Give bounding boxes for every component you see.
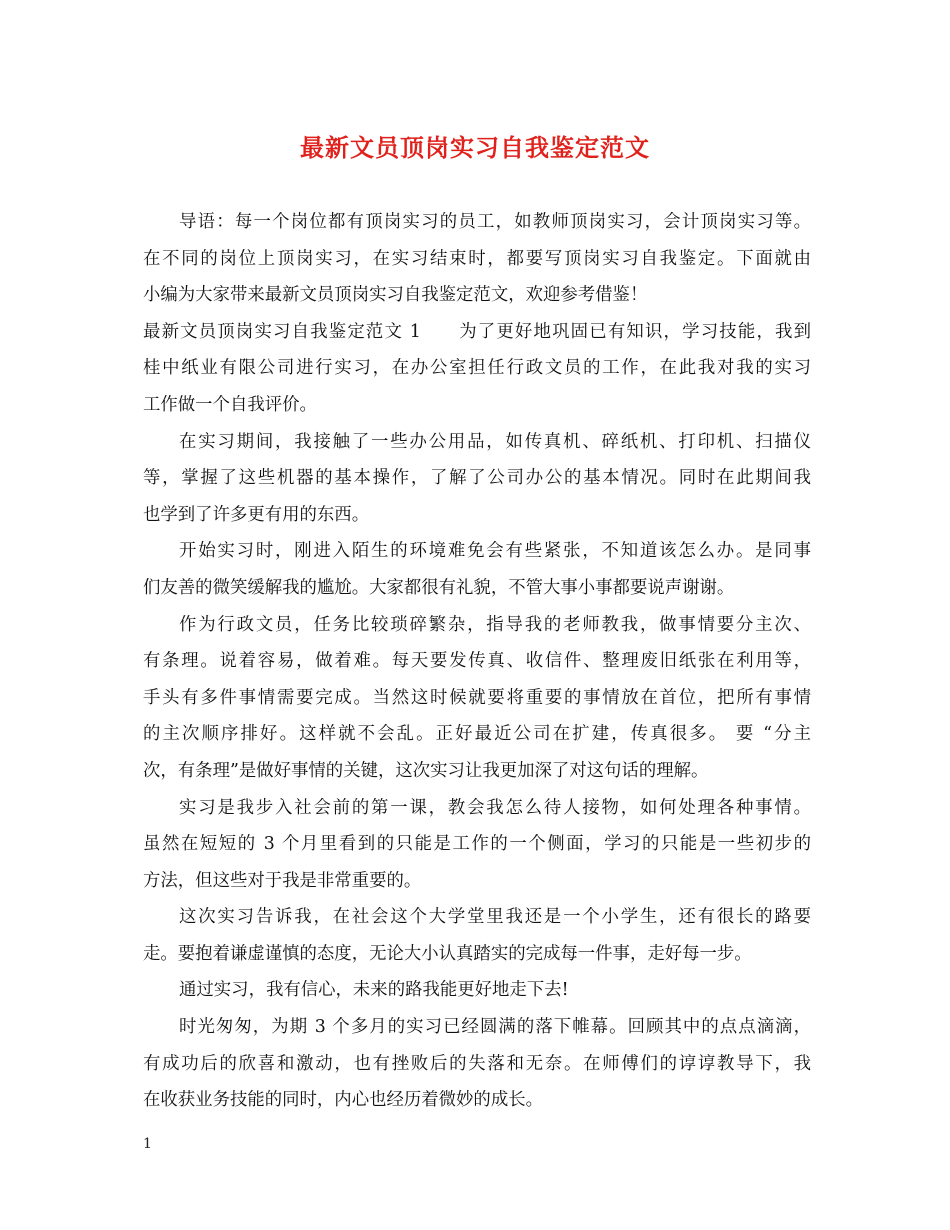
body-line: 实习是我步入社会前的第一课，教会我怎么待人接物，如何处理各种事情。	[179, 797, 811, 818]
body-line: 时光匆匆，为期 3 个多月的实习已经圆满的落下帷幕。回顾其中的点点滴滴，	[179, 1017, 811, 1038]
body-line: 最新文员顶岗实习自我鉴定范文 1 为了更好地巩固已有知识，学习技能，我到	[143, 321, 811, 342]
body-line: 走。要抱着谦虚谨慎的态度，无论大小认真踏实的完成每一件事，走好每一步。	[143, 943, 752, 964]
body-line: 也学到了许多更有用的东西。	[143, 504, 370, 525]
body-line: 在实习期间，我接触了一些办公用品，如传真机、碎纸机、打印机、扫描仪	[179, 431, 811, 452]
document-title: 最新文员顶岗实习自我鉴定范文	[300, 133, 650, 162]
body-line: 作为行政文员，任务比较琐碎繁杂，指导我的老师教我，做事情要分主次、	[179, 614, 811, 635]
body-line: 导语：每一个岗位都有顶岗实习的员工，如教师顶岗实习，会计顶岗实习等。	[179, 212, 811, 232]
body-line: 通过实习，我有信心，未来的路我能更好地走下去!	[179, 980, 569, 1001]
body-line: 虽然在短短的 3 个月里看到的只能是工作的一个侧面，学习的只能是一些初步的	[143, 834, 811, 855]
body-line: 工作做一个自我评价。	[143, 394, 317, 415]
body-line: 有条理。说着容易，做着难。每天要发传真、收信件、整理废旧纸张在利用等，	[143, 651, 811, 672]
body-line: 在不同的岗位上顶岗实习，在实习结束时，都要写顶岗实习自我鉴定。下面就由	[143, 248, 811, 269]
body-line: 的主次顺序排好。这样就不会乱。正好最近公司在扩建，传真很多。 要 “分主	[143, 724, 811, 745]
body-line: 方法，但这些对于我是非常重要的。	[143, 870, 422, 891]
body-line: 有成功后的欣喜和激动，也有挫败后的失落和无奈。在师傅们的谆谆教导下，我	[143, 1053, 811, 1074]
body-line: 桂中纸业有限公司进行实习，在办公室担任行政文员的工作，在此我对我的实习	[143, 358, 811, 379]
body-line: 手头有多件事情需要完成。当然这时候就要将重要的事情放在首位，把所有事情	[143, 687, 811, 708]
body-line: 在收获业务技能的同时，内心也经历着微妙的成长。	[143, 1090, 543, 1111]
body-line: 这次实习告诉我，在社会这个大学堂里我还是一个小学生，还有很长的路要	[179, 907, 811, 928]
body-line: 小编为大家带来最新文员顶岗实习自我鉴定范文，欢迎参考借鉴！	[143, 285, 648, 306]
body-line: 次，有条理”是做好事情的关键，这次实习让我更加深了对这句话的理解。	[143, 760, 709, 781]
body-line: 们友善的微笑缓解我的尴尬。大家都很有礼貌，不管大事小事都要说声谢谢。	[143, 577, 735, 598]
body-line: 开始实习时，刚进入陌生的环境难免会有些紧张，不知道该怎么办。是同事	[179, 541, 811, 562]
page-number: 1	[143, 1136, 152, 1152]
body-line: 等，掌握了这些机器的基本操作，了解了公司办公的基本情况。同时在此期间我	[143, 468, 811, 489]
document-body	[143, 204, 811, 1119]
